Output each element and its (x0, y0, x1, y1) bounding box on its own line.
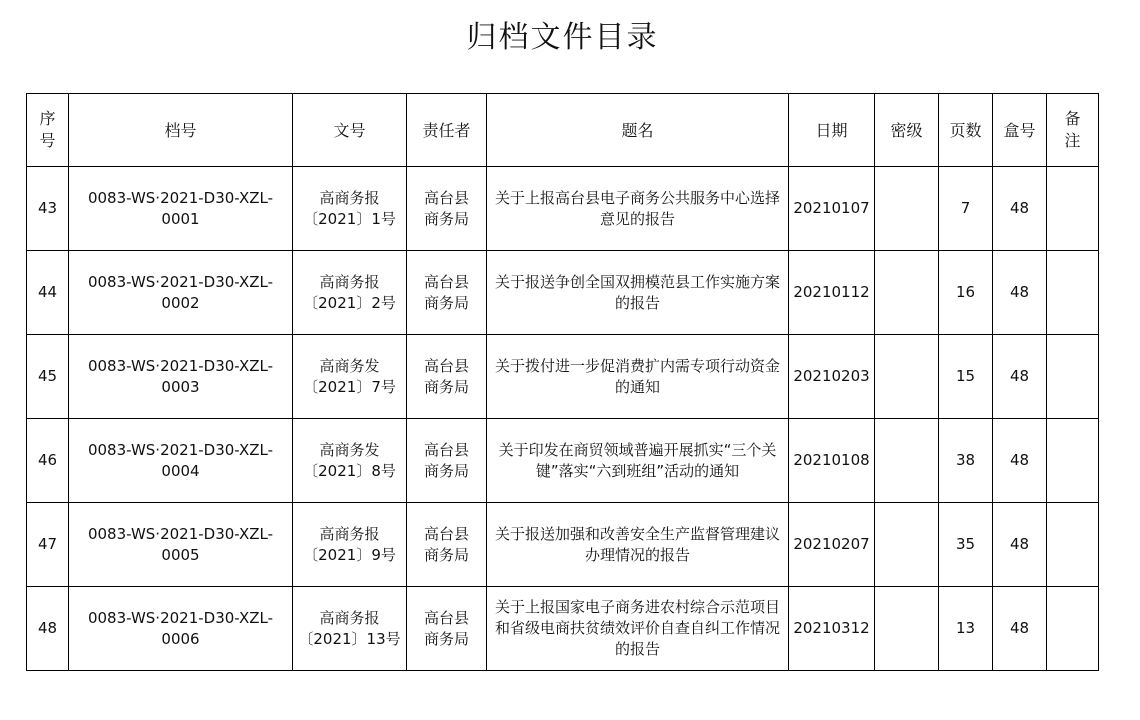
cell-pages: 7 (939, 167, 993, 251)
cell-box-no: 48 (993, 167, 1047, 251)
cell-date: 20210112 (789, 251, 875, 335)
subject-text: 关于报送争创全国双拥模范县工作实施方案的报告 (494, 272, 780, 312)
table-row (27, 419, 1099, 503)
responsible-line-1: 高台县 (423, 608, 469, 627)
header-archive-no: 档号 (69, 94, 293, 167)
cell-remarks (1047, 419, 1099, 503)
archive-no-line-1: 0083-WS·2021-D30-XZL- (87, 272, 274, 291)
subject-text: 关于拨付进一步促消费扩内需专项行动资金的通知 (494, 356, 780, 396)
cell-doc-no (293, 503, 407, 587)
cell-archive-no (69, 503, 293, 587)
cell-responsible (407, 587, 487, 671)
header-secrecy: 密级 (875, 94, 939, 167)
archive-no-line-1: 0083-WS·2021-D30-XZL- (87, 440, 274, 459)
cell-doc-no (293, 167, 407, 251)
archive-catalog-table (26, 93, 1099, 671)
responsible-line-2: 商务局 (423, 293, 469, 312)
responsible-line-2: 商务局 (423, 545, 469, 564)
cell-archive-no (69, 587, 293, 671)
cell-box-no: 48 (993, 587, 1047, 671)
archive-no-line-1: 0083-WS·2021-D30-XZL- (87, 608, 274, 627)
cell-pages: 35 (939, 503, 993, 587)
subject-text: 关于上报国家电子商务进农村综合示范项目和省级电商扶贫绩效评价自查自纠工作情况的报告 (494, 598, 780, 658)
cell-responsible (407, 251, 487, 335)
header-remarks (1047, 94, 1099, 167)
table-row (27, 503, 1099, 587)
cell-box-no: 48 (993, 503, 1047, 587)
doc-no-line-1: 高商务发 (319, 356, 380, 375)
cell-date: 20210108 (789, 419, 875, 503)
archive-no-line-1: 0083-WS·2021-D30-XZL- (87, 356, 274, 375)
subject-text: 关于上报高台县电子商务公共服务中心选择意见的报告 (494, 188, 780, 228)
doc-no-line-1: 高商务报 (319, 272, 380, 291)
table-row (27, 335, 1099, 419)
header-subject: 题名 (487, 94, 789, 167)
cell-subject (487, 335, 789, 419)
responsible-line-2: 商务局 (423, 209, 469, 228)
doc-no-line-2: 〔2021〕8号 (303, 461, 396, 480)
cell-responsible (407, 335, 487, 419)
cell-pages: 16 (939, 251, 993, 335)
archive-no-line-2: 0006 (161, 629, 200, 648)
table-row (27, 251, 1099, 335)
cell-pages: 38 (939, 419, 993, 503)
cell-remarks (1047, 587, 1099, 671)
cell-subject (487, 419, 789, 503)
responsible-line-1: 高台县 (423, 356, 469, 375)
cell-archive-no (69, 251, 293, 335)
cell-box-no: 48 (993, 335, 1047, 419)
cell-seq: 48 (27, 587, 69, 671)
responsible-line-1: 高台县 (423, 188, 469, 207)
table-row (27, 167, 1099, 251)
cell-box-no: 48 (993, 419, 1047, 503)
table-body (27, 167, 1099, 671)
cell-archive-no (69, 419, 293, 503)
archive-no-line-2: 0003 (161, 377, 200, 396)
cell-seq: 47 (27, 503, 69, 587)
cell-pages: 15 (939, 335, 993, 419)
doc-no-line-2: 〔2021〕13号 (298, 629, 401, 648)
subject-text: 关于印发在商贸领域普遍开展抓实“三个关键”落实“六到班组”活动的通知 (498, 440, 777, 480)
doc-no-line-2: 〔2021〕1号 (303, 209, 396, 228)
cell-subject (487, 503, 789, 587)
cell-responsible (407, 503, 487, 587)
cell-remarks (1047, 503, 1099, 587)
cell-subject (487, 251, 789, 335)
header-pages: 页数 (939, 94, 993, 167)
responsible-line-1: 高台县 (423, 440, 469, 459)
cell-doc-no (293, 419, 407, 503)
cell-seq: 45 (27, 335, 69, 419)
cell-date: 20210107 (789, 167, 875, 251)
responsible-line-2: 商务局 (423, 461, 469, 480)
cell-subject (487, 167, 789, 251)
cell-remarks (1047, 335, 1099, 419)
cell-secrecy (875, 503, 939, 587)
cell-secrecy (875, 335, 939, 419)
header-row (27, 94, 1099, 167)
header-date: 日期 (789, 94, 875, 167)
header-box-no: 盒号 (993, 94, 1047, 167)
header-doc-no: 文号 (293, 94, 407, 167)
cell-responsible (407, 419, 487, 503)
cell-date: 20210207 (789, 503, 875, 587)
header-responsible: 责任者 (407, 94, 487, 167)
subject-text: 关于报送加强和改善安全生产监督管理建议办理情况的报告 (494, 524, 780, 564)
header-seq (27, 94, 69, 167)
cell-archive-no (69, 167, 293, 251)
cell-remarks (1047, 251, 1099, 335)
header-seq-label: 序号 (39, 109, 56, 150)
responsible-line-1: 高台县 (423, 272, 469, 291)
responsible-line-1: 高台县 (423, 524, 469, 543)
cell-subject (487, 587, 789, 671)
page-title: 归档文件目录 (466, 20, 659, 55)
cell-secrecy (875, 167, 939, 251)
cell-doc-no (293, 587, 407, 671)
archive-no-line-2: 0005 (161, 545, 200, 564)
archive-no-line-2: 0001 (161, 209, 200, 228)
doc-no-line-1: 高商务报 (319, 608, 380, 627)
header-remarks-label: 备注 (1064, 109, 1081, 150)
archive-no-line-2: 0002 (161, 293, 200, 312)
cell-remarks (1047, 167, 1099, 251)
doc-no-line-1: 高商务发 (319, 440, 380, 459)
cell-doc-no (293, 251, 407, 335)
cell-doc-no (293, 335, 407, 419)
archive-no-line-2: 0004 (161, 461, 200, 480)
cell-pages: 13 (939, 587, 993, 671)
doc-no-line-1: 高商务报 (319, 188, 380, 207)
archive-no-line-1: 0083-WS·2021-D30-XZL- (87, 188, 274, 207)
cell-box-no: 48 (993, 251, 1047, 335)
responsible-line-2: 商务局 (423, 629, 469, 648)
table-row (27, 587, 1099, 671)
doc-no-line-2: 〔2021〕9号 (303, 545, 396, 564)
doc-no-line-1: 高商务报 (319, 524, 380, 543)
cell-archive-no (69, 335, 293, 419)
cell-secrecy (875, 251, 939, 335)
doc-no-line-2: 〔2021〕7号 (303, 377, 396, 396)
cell-secrecy (875, 587, 939, 671)
cell-seq: 44 (27, 251, 69, 335)
doc-no-line-2: 〔2021〕2号 (303, 293, 396, 312)
cell-secrecy (875, 419, 939, 503)
cell-date: 20210203 (789, 335, 875, 419)
cell-responsible (407, 167, 487, 251)
cell-seq: 43 (27, 167, 69, 251)
archive-no-line-1: 0083-WS·2021-D30-XZL- (87, 524, 274, 543)
responsible-line-2: 商务局 (423, 377, 469, 396)
table-header (27, 94, 1099, 167)
cell-date: 20210312 (789, 587, 875, 671)
cell-seq: 46 (27, 419, 69, 503)
